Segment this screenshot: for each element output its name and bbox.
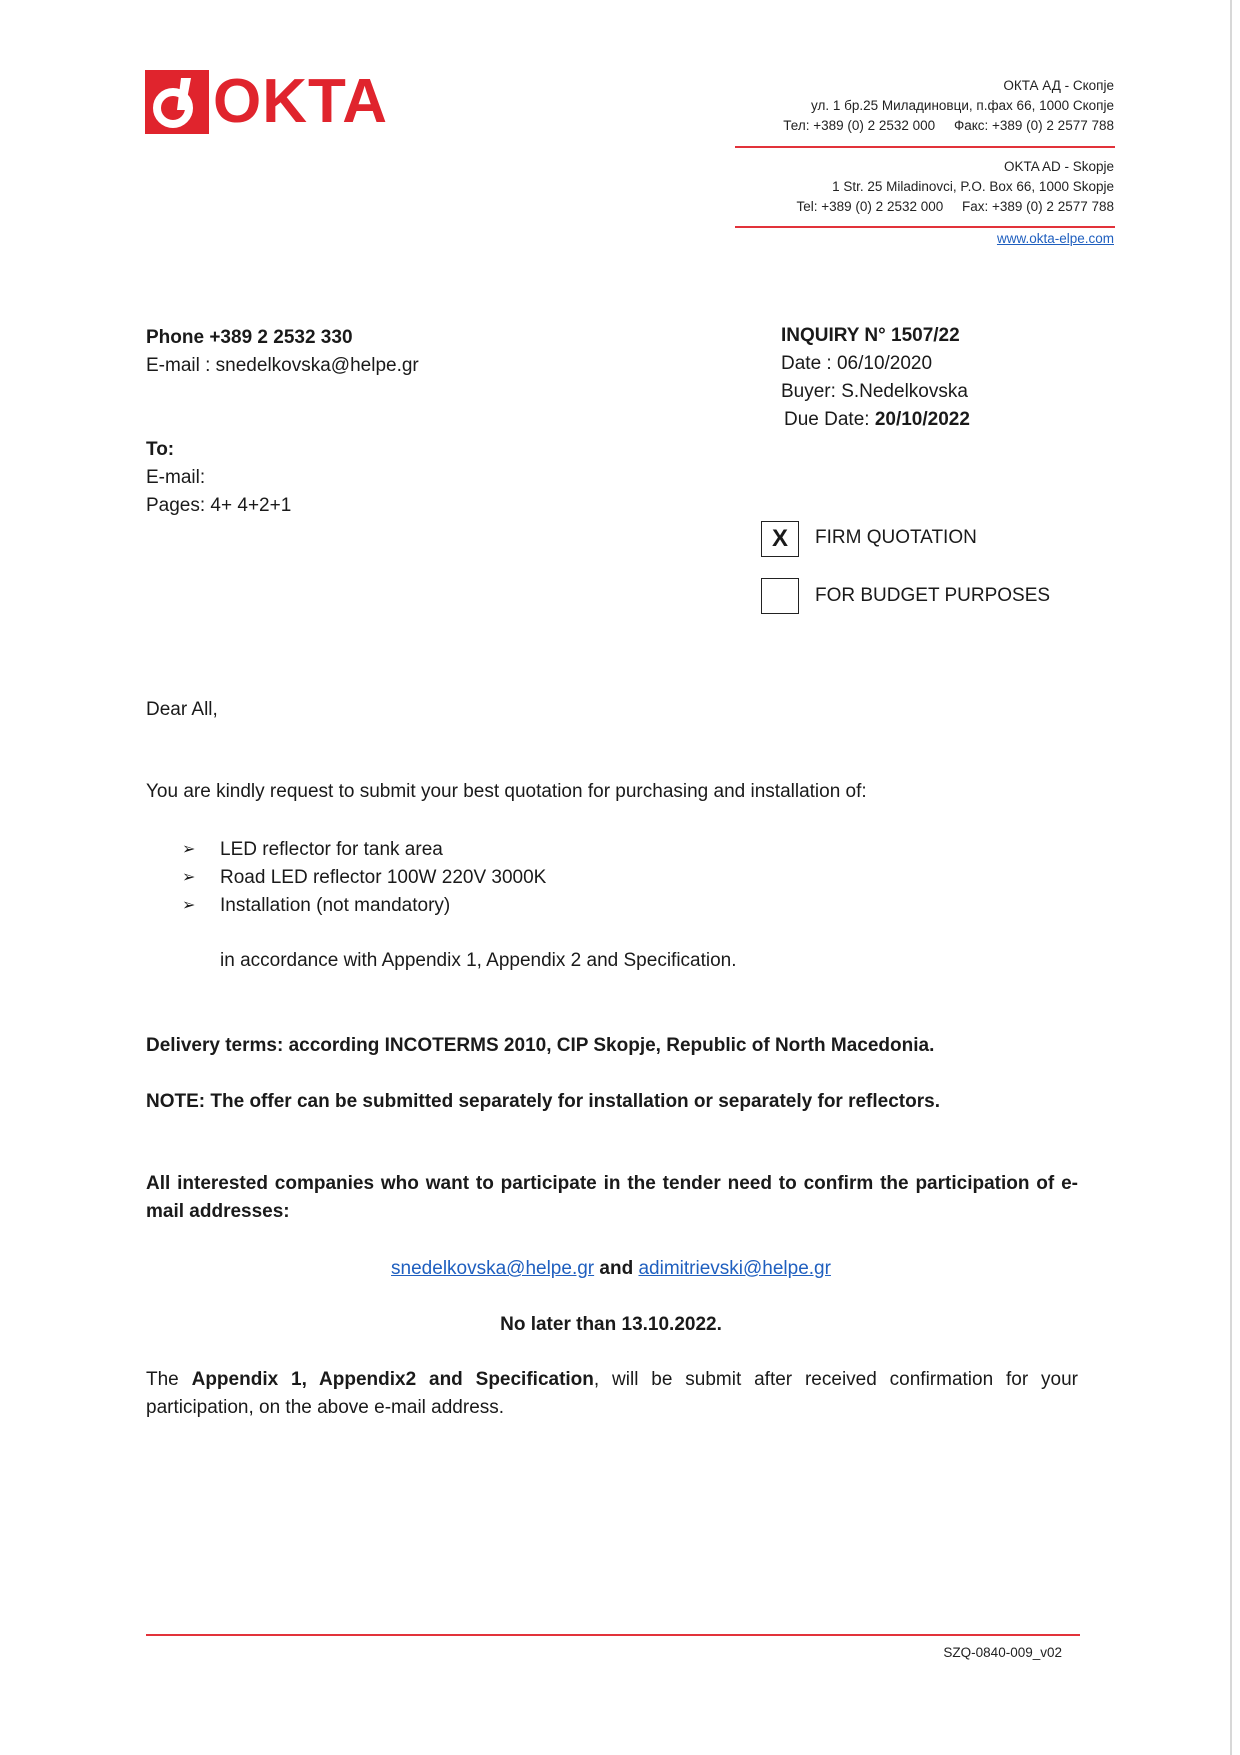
okta-logo [145, 67, 389, 136]
arrow-bullet-icon: ➢ [182, 869, 196, 886]
inquiry-date: Date : 06/10/2020 [781, 353, 933, 374]
company-details-mk [694, 76, 1114, 136]
footer-divider [146, 1634, 1080, 1636]
logo-text: OKTA [213, 67, 389, 136]
recipient-pages: Pages: 4+ 4+2+1 [146, 495, 292, 516]
closing-paragraph [146, 1366, 1078, 1422]
inquiry-number: INQUIRY N° 1507/22 [781, 325, 960, 346]
sender-email: E-mail : snedelkovska@helpe.gr [146, 355, 419, 376]
email-and: and [594, 1258, 639, 1279]
deadline: No later than 13.10.2022. [500, 1314, 722, 1335]
greeting: Dear All, [146, 699, 218, 720]
due-date-value: 20/10/2022 [874, 409, 970, 430]
company-name-mk: ОКТА АД - Скопје [1003, 78, 1114, 93]
email-addresses [146, 1255, 1076, 1283]
email-link-1[interactable]: snedelkovska@helpe.gr [391, 1258, 595, 1279]
closing-bold: Appendix 1, Appendix2 and Specification [191, 1369, 594, 1390]
email-link-2[interactable]: adimitrievski@helpe.gr [638, 1258, 831, 1279]
list-item-text: Installation (not mandatory) [220, 895, 451, 916]
firm-quotation-label: FIRM QUOTATION [815, 527, 977, 548]
company-details-en [694, 157, 1114, 217]
page-edge [1230, 0, 1232, 1755]
list-item [182, 836, 546, 864]
header-divider-2 [735, 226, 1115, 228]
company-fax-en: Fax: +389 (0) 2 2577 788 [962, 199, 1114, 214]
recipient-to: To: [146, 439, 175, 460]
participation-paragraph: All interested companies who want to participate in the tender need to confirm the participation of e-mail addresses: [146, 1173, 1078, 1222]
document-code: SZQ-0840-009_v02 [943, 1645, 1062, 1660]
recipient-block [146, 436, 291, 520]
header-divider-1 [735, 146, 1115, 148]
company-phone-en: Tel: +389 (0) 2 2532 000 [796, 199, 944, 214]
list-item [182, 864, 546, 892]
intro-paragraph: You are kindly request to submit your best quotation for purchasing and installation of: [146, 781, 867, 802]
company-address-en: 1 Str. 25 Miladinovci, P.O. Box 66, 1000 Skopje [832, 179, 1114, 194]
closing-rest: , will be submit after received confirmation for your participation, on the above e-mail address. [146, 1369, 1078, 1418]
company-address-mk: ул. 1 бр.25 Миладиновци, п.фах 66, 1000 Скопје [811, 98, 1114, 113]
company-contact-en [694, 197, 1114, 217]
item-list [182, 836, 546, 920]
delivery-terms: Delivery terms: according INCOTERMS 2010, CIP Skopje, Republic of North Macedonia. [146, 1035, 935, 1056]
accordance-note: in accordance with Appendix 1, Appendix 2 and Specification. [220, 950, 737, 971]
company-phone-mk: Тел: +389 (0) 2 2532 000 [783, 118, 936, 133]
company-contact-mk [694, 116, 1114, 136]
list-item [182, 892, 546, 920]
inquiry-info [781, 322, 970, 434]
arrow-bullet-icon: ➢ [182, 897, 196, 914]
inquiry-due-date [781, 406, 970, 434]
recipient-email: E-mail: [146, 467, 206, 488]
budget-purposes-checkbox[interactable] [761, 578, 799, 614]
list-item-text: LED reflector for tank area [220, 839, 443, 860]
firm-quotation-checkbox[interactable]: X [761, 521, 799, 557]
due-date-label: Due Date: [784, 409, 875, 430]
list-item-text: Road LED reflector 100W 220V 3000K [220, 867, 547, 888]
budget-purposes-label: FOR BUDGET PURPOSES [815, 585, 1051, 606]
sender-contact [146, 324, 419, 380]
okta-logo-mark-icon [145, 70, 209, 134]
inquiry-buyer: Buyer: S.Nedelkovska [781, 381, 968, 402]
sender-phone: Phone +389 2 2532 330 [146, 327, 353, 348]
arrow-bullet-icon: ➢ [182, 841, 196, 858]
closing-the: The [146, 1369, 192, 1390]
website-link[interactable]: www.okta-elpe.com [996, 231, 1114, 246]
offer-note: NOTE: The offer can be submitted separately for installation or separately for reflectors. [146, 1091, 940, 1112]
company-fax-mk: Факс: +389 (0) 2 2577 788 [953, 118, 1114, 133]
company-name-en: OKTA AD - Skopje [1003, 159, 1114, 174]
